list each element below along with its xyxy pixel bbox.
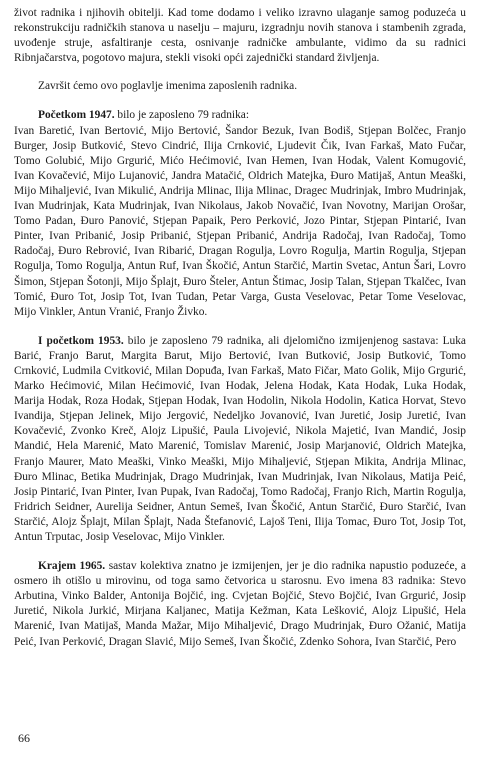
- section-paragraph-1965: [14, 559, 466, 650]
- page-number: 66: [18, 731, 30, 745]
- document-page: [14, 6, 466, 650]
- section-text-1953: bilo je zaposleno 79 radnika, ali djelomično izmijenjenog sastava: Luka Barić, Franjo Barut, Margita Barut, Mijo Bertović, Ivan Butković, Josip Butković, Tomo Crnković, Ludmila Cvitković, Milan Dopuđa, Ivan Farkaš, Mato Fičar, Mato Golik, Mijo Grgurić, Marko Hećimović, Milan Hećimović, Ivan Hodak, Jelena Hodak, Kata Hodak, Luka Hodak, Marija Hodak, Roza Hodak, Stjepan Hodak, Ivan Hodolin, Nikola Hodolin, Katica Horvat, Stevo Ivandija, Stjepan Jelinek, Mijo Jergović, Nedeljko Jovanović, Ivan Juretić, Josip Juretić, Ivan Kovačević, Zvonko Kreč, Alojz Lipušić, Paula Livojević, Nikola Majetić, Ivan Mandić, Josip Mandić, Hela Marenić, Mato Marenić, Tomislav Marenić, Josip Marjanović, Oldrich Matejka, Franjo Maurer, Mato Meaški, Vinko Meaški, Mijo Mihaljević, Stjepan Mikita, Andrija Mlinac, Đuro Mlinac, Betika Mudrinjak, Drago Mudrinjak, Ivan Mudrinjak, Ivan Nikolaus, Matija Peić, Josip Pintarić, Ivan Pinter, Ivan Pupak, Ivan Radočaj, Tomo Radočaj, Franjo Rich, Martin Rogulja, Fridrich Seidner, Aurelija Seidner, Antun Semeš, Ivan Škočić, Antun Starčić, Đuro Starčić, Ivan Starčić, Alojz Šplajt, Milan Šplajt, Nada Štefanović, Lajoš Teni, Ilija Tomac, Đuro Tot, Josip Tot, Antun Trputac, Josip Veselovac, Mijo Vinkler.: [14, 334, 466, 543]
- section-text-1947: bilo je zaposleno 79 radnika:: [114, 109, 249, 122]
- section-paragraph-1953: [14, 334, 466, 545]
- section-1965: [14, 559, 466, 650]
- section-lead-1947: Početkom 1947.: [38, 109, 115, 122]
- section-1953: [14, 334, 466, 545]
- section-heading-1947: [14, 108, 466, 123]
- section-names-1947: Ivan Baretić, Ivan Bertović, Mijo Bertović, Šandor Bezuk, Ivan Bodiš, Stjepan Bolčec, Franjo Burger, Josip Butković, Stevo Cindrić, Ilija Crnković, Ljudevit Čik, Ivan Farkaš, Mato Fučar, Tomo Golubić, Mijo Grgurić, Mićo Hećimović, Ivan Hemen, Ivan Hodak, Valent Komugović, Ivan Kovačević, Mijo Lujanović, Jandra Matačić, Oldrich Matejka, Đuro Matijaš, Antun Meaški, Mijo Mihaljević, Ivan Mikulić, Andrija Mlinac, Ilija Mlinac, Dragec Mudrinjak, Imbro Mudrinjak, Ivan Mudrinjak, Kata Mudrinjak, Ivan Nikolaus, Jakob Novačić, Ivan Novotny, Marijan Orošar, Tomo Padan, Đuro Panović, Stjepan Papaik, Pero Perković, Jozo Pintar, Stjepan Pintarić, Ivan Pinter, Ivan Pribanić, Josip Pribanić, Stjepan Pribanić, Andrija Radočaj, Ivan Radočaj, Tomo Radočaj, Đuro Rebrović, Ivan Ribarić, Dragan Rogulja, Lovro Rogulja, Martin Rogulja, Stjepan Rogulja, Tomo Rogulja, Antun Ruf, Ivan Škočić, Antun Starčić, Martin Svetac, Antun Šari, Lovro Šimon, Stjepan Šotonji, Mijo Šplajt, Đuro Šteler, Antun Štimac, Josip Talan, Stjepan Tkalčec, Ivan Tomić, Đuro Tot, Josip Tot, Ivan Tudan, Petar Varga, Gusta Veselovac, Petar Tome Veselovac, Mijo Vinkler, Antun Vranić, Franjo Živko.: [14, 124, 466, 318]
- section-lead-1965: Krajem 1965.: [38, 560, 106, 573]
- section-lead-1953: I početkom 1953.: [38, 334, 124, 347]
- intro-paragraph: život radnika i njihovih obitelji. Kad tome dodamo i veliko izravno ulaganje samog poduzeća u rekonstrukciju radničkih stanova u naselju – majuru, izgradnju novih stanova i stambenih zgrada, uvođenje struje, asfaltiranje cesta, osnivanje radničke ambulante, vidimo da su radnici Ribnjačarstva, pogotovo majura, stekli visoki opći zajednički standard življenja.: [14, 7, 466, 65]
- chapter-note: Završit ćemo ovo poglavlje imenima zaposlenih radnika.: [38, 80, 298, 93]
- section-text-1965: sastav kolektiva znatno je izmijenjen, jer je dio radnika napustio poduzeće, a osmero ih otišlo u mirovinu, od toga samo četvorica u starosnu. Evo imena 83 radnika: Stevo Arbutina, Vinko Balder, Antonija Bojčić, ing. Cvjetan Bojčić, Stevo Bojčić, Ivan Grgurić, Josip Juretić, Nikola Jurkić, Mirjana Kaljanec, Matija Kežman, Kata Lešković, Alojz Lipušić, Hela Marenić, Ivan Matijaš, Manda Mažar, Mijo Mihaljević, Drago Mudrinjak, Đuro Ožanić, Matija Peić, Ivan Perković, Dragan Slavić, Mijo Semeš, Ivan Škočić, Zdenko Sohora, Ivan Starčić, Pero: [14, 560, 466, 648]
- section-1947: [14, 108, 466, 319]
